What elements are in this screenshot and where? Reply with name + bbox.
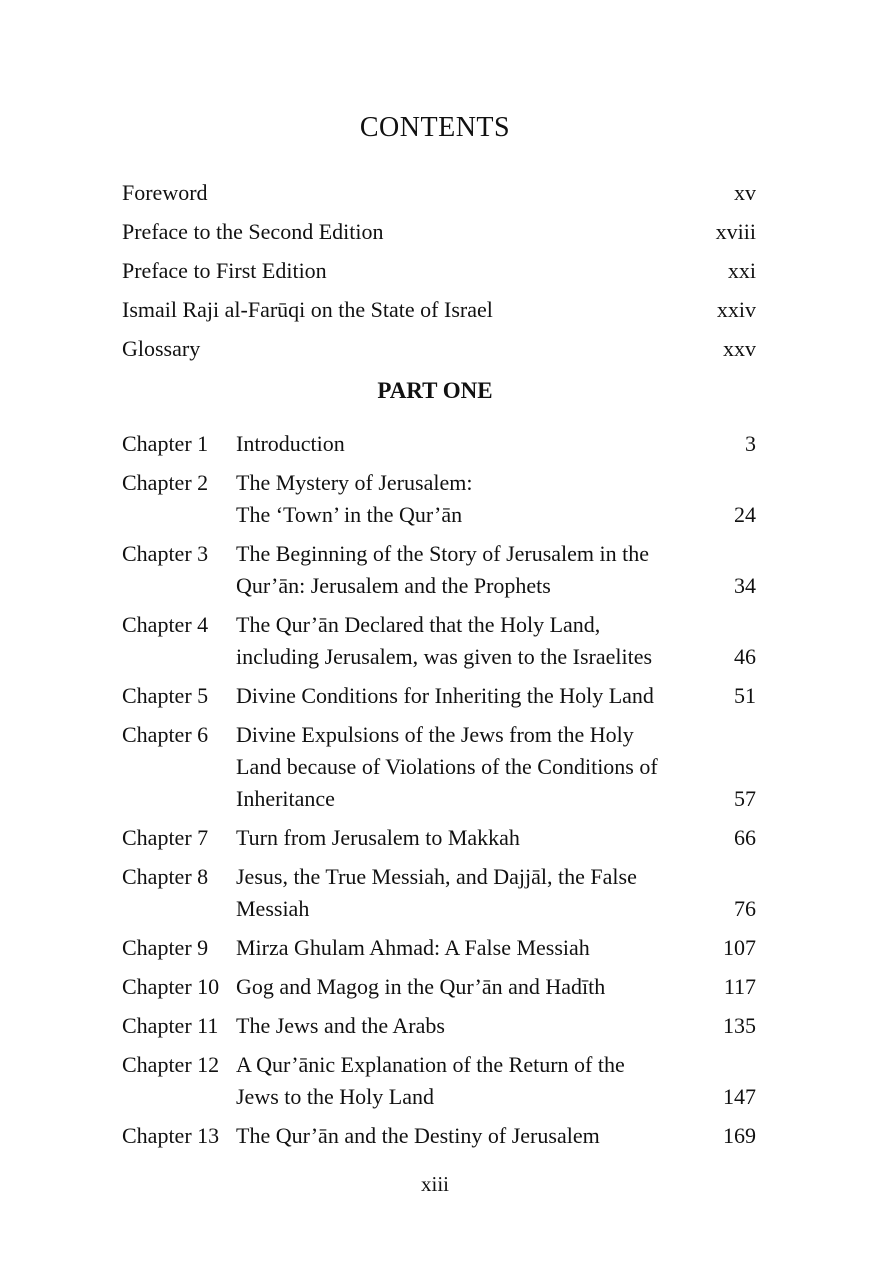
chapter-title-line: Qur’ān: Jerusalem and the Prophets — [236, 573, 551, 598]
chapter-number: Chapter 4 — [122, 612, 209, 637]
chapter-title-line: Divine Expulsions of the Jews from the Holy — [236, 722, 634, 747]
toc-chapter-10[interactable] — [122, 971, 756, 1003]
chapter-number: Chapter 11 — [122, 1013, 219, 1038]
chapter-page: 147 — [723, 1084, 756, 1109]
chapter-title-line: Land because of Violations of the Conditions of — [236, 754, 658, 779]
chapter-title-line: including Jerusalem, was given to the Israelites — [236, 644, 653, 669]
toc-entry-preface-second-edition[interactable] — [122, 215, 756, 254]
part-heading: PART ONE — [377, 378, 493, 403]
chapter-page: 76 — [734, 896, 756, 921]
chapter-title-line: The Mystery of Jerusalem: — [236, 470, 473, 495]
chapter-page: 3 — [745, 431, 756, 456]
toc-chapter-6[interactable] — [122, 719, 756, 815]
chapter-number: Chapter 5 — [122, 683, 209, 708]
chapter-number: Chapter 6 — [122, 722, 209, 747]
chapter-page: 34 — [734, 573, 756, 598]
entry-page: xxv — [723, 336, 756, 361]
chapter-title-line: Turn from Jerusalem to Makkah — [236, 825, 520, 850]
entry-label: Foreword — [122, 180, 208, 205]
chapter-page: 117 — [723, 974, 756, 999]
chapter-title-line: Gog and Magog in the Qur’ān and Hadīth — [236, 974, 606, 999]
chapter-title-line: The ‘Town’ in the Qur’ān — [236, 502, 463, 527]
entry-page: xxiv — [716, 297, 756, 322]
toc-chapter-12[interactable] — [122, 1049, 756, 1113]
toc-entry-foreword[interactable] — [122, 176, 756, 215]
chapter-title-line: The Qur’ān and the Destiny of Jerusalem — [236, 1123, 600, 1148]
entry-label: Preface to the Second Edition — [122, 219, 384, 244]
chapter-number: Chapter 9 — [122, 935, 209, 960]
page-number: xiii — [420, 1172, 449, 1196]
chapter-title-line: Introduction — [236, 431, 345, 456]
toc-chapter-13[interactable] — [122, 1120, 756, 1152]
toc-entry-glossary[interactable] — [122, 332, 756, 371]
chapter-title-line: Jews to the Holy Land — [236, 1084, 434, 1109]
entry-page: xv — [734, 180, 756, 205]
chapter-title-line: Messiah — [236, 896, 310, 921]
chapter-number: Chapter 8 — [122, 864, 209, 889]
chapter-number: Chapter 1 — [122, 431, 209, 456]
chapter-number: Chapter 12 — [122, 1052, 220, 1077]
entry-label: Preface to First Edition — [122, 258, 327, 283]
toc-chapter-8[interactable] — [122, 861, 756, 925]
toc-entry-preface-first-edition[interactable] — [122, 254, 756, 293]
chapter-page: 107 — [723, 935, 756, 960]
chapter-page: 46 — [734, 644, 756, 669]
toc-chapter-7[interactable] — [122, 822, 756, 854]
chapter-title-line: Mirza Ghulam Ahmad: A False Messiah — [236, 935, 590, 960]
toc-chapter-3[interactable] — [122, 538, 756, 602]
chapter-number: Chapter 2 — [122, 470, 209, 495]
chapter-title-line: The Jews and the Arabs — [236, 1013, 445, 1038]
chapter-page: 169 — [723, 1123, 756, 1148]
chapter-title-line: Inheritance — [236, 786, 335, 811]
chapter-page: 57 — [734, 786, 756, 811]
toc-chapter-1[interactable] — [122, 428, 756, 460]
front-matter-list — [122, 176, 756, 371]
toc-chapter-4[interactable] — [122, 609, 756, 673]
chapter-page: 51 — [734, 683, 756, 708]
entry-page: xviii — [715, 219, 756, 244]
chapter-page: 66 — [734, 825, 756, 850]
chapter-number: Chapter 13 — [122, 1123, 220, 1148]
toc-chapter-5[interactable] — [122, 680, 756, 712]
chapter-title-line: Divine Conditions for Inheriting the Holy Land — [236, 683, 654, 708]
toc-entry-state-of-israel[interactable] — [122, 293, 756, 332]
chapter-number: Chapter 10 — [122, 974, 220, 999]
entry-label: Ismail Raji al-Farūqi on the State of Israel — [122, 297, 493, 322]
toc-chapter-9[interactable] — [122, 932, 756, 964]
toc-chapter-2[interactable] — [122, 467, 756, 531]
chapter-title-line: Jesus, the True Messiah, and Dajjāl, the False — [236, 864, 637, 889]
chapter-list — [122, 428, 756, 1159]
chapter-page: 135 — [723, 1013, 756, 1038]
entry-page: xxi — [727, 258, 756, 283]
entry-label: Glossary — [122, 336, 201, 361]
toc-chapter-11[interactable] — [122, 1010, 756, 1042]
chapter-number: Chapter 7 — [122, 825, 209, 850]
chapter-title-line: The Beginning of the Story of Jerusalem in the — [236, 541, 650, 566]
chapter-title-line: A Qur’ānic Explanation of the Return of the — [236, 1052, 625, 1077]
chapter-page: 24 — [734, 502, 756, 527]
chapter-title-line: The Qur’ān Declared that the Holy Land, — [236, 612, 601, 637]
chapter-number: Chapter 3 — [122, 541, 209, 566]
page-title: CONTENTS — [359, 112, 511, 143]
